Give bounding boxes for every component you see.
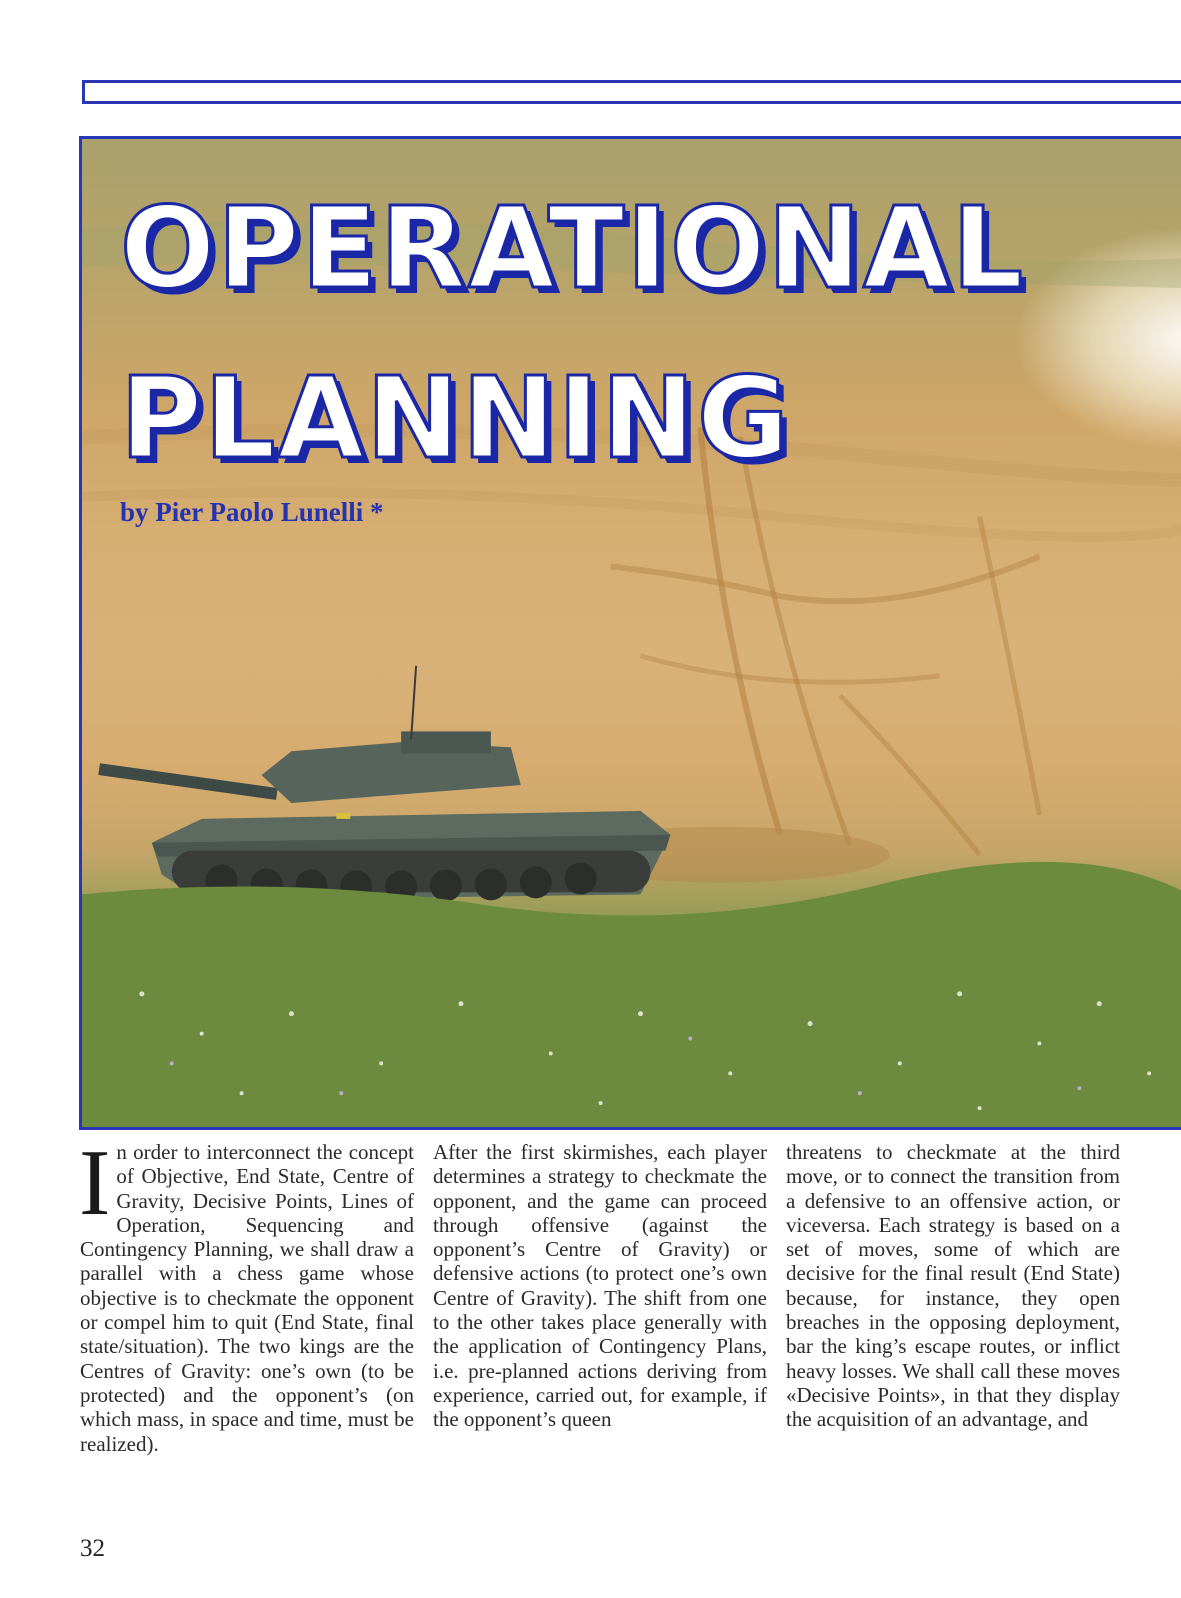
body-column-1-text: n order to interconnect the concept of Objective, End State, Centre of Gravity, Decisive Points, Lines of Operation, Sequencing and Contingency Planning, we shall draw a parallel with a chess game whose objective is to checkmate the opponent or compel him to quit (End State, final state/situation). The two kings are the Centres of Gravity: one’s own (to be protected) and the opponent’s (on which mass, in space and time, must be realized). — [80, 1140, 414, 1456]
top-rule-frame — [82, 80, 1181, 104]
body-column-2: After the first skirmishes, each player determines a strategy to checkmate the opponent, and the game can proceed through offensive (against the opponent’s Centre of Gravity) or defensive actions (to protect one’s own Centre of Gravity). The shift from one to the other takes place generally with the application of Contingency Plans, i.e. pre-planned actions deriving from experience, carried out, for example, if the opponent’s queen — [433, 1140, 767, 1432]
page-number: 32 — [80, 1535, 105, 1562]
tank-silhouette — [98, 666, 670, 903]
body-column-3: threatens to checkmate at the third move, or to connect the transition from a defensive to an offensive action, or viceversa. Each strategy is based on a set of moves, some of which are decisive for the final result (End State) because, for instance, they open breaches in the opposing deployment, bar the king’s escape routes, or inflict heavy losses. We shall call these moves «Decisive Points», in that they display the acquisition of an advantage, and — [786, 1140, 1120, 1432]
hero-photo — [79, 136, 1181, 1130]
article-title-line-2: PLANNING — [120, 354, 791, 484]
author-byline: by Pier Paolo Lunelli * — [120, 497, 384, 527]
body-column-1 — [79, 1131, 414, 1456]
article-title-line-1: OPERATIONAL — [120, 184, 1026, 314]
drop-cap: I — [79, 1131, 111, 1235]
